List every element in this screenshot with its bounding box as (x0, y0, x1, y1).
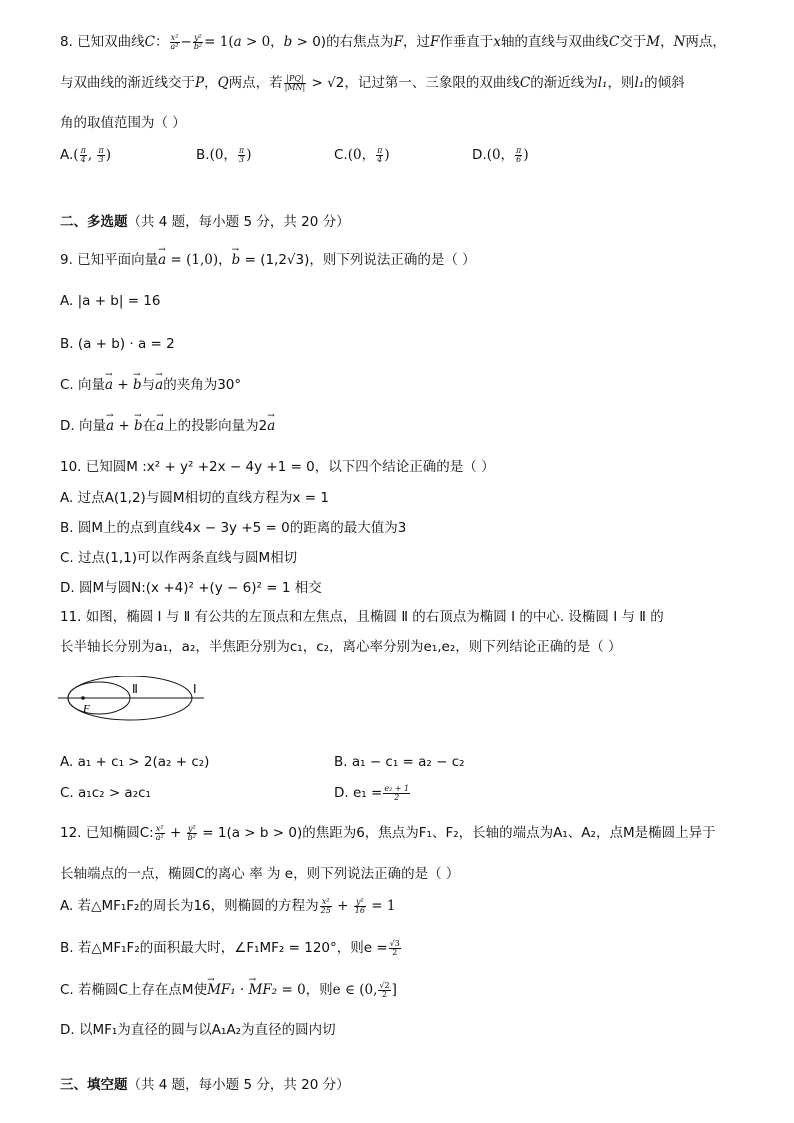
section-heading-multiple-choice: 二、多选题（共 4 题，每小题 5 分，共 20 分） (60, 214, 350, 230)
q11-stem-line1: 11. 如图，椭圆 Ⅰ 与 Ⅱ 有公共的左顶点和左焦点，且椭圆 Ⅱ 的右顶点为椭圆 Ⅰ 的中心. 设椭圆 Ⅰ 与 Ⅱ 的 (60, 609, 664, 625)
ellipse-figure (58, 676, 208, 731)
q11-option-a: A. a₁ + c₁ > 2(a₂ + c₂) (60, 754, 210, 770)
q8-stem-line2: 与双曲线的渐近线交于P，Q两点，若 $\frac{|PQ|}{|MN|}$ > √2，记过第一、三象限的双曲线C的渐近线为l₁，则l₁的倾斜 (60, 73, 685, 92)
q8-option-d: D.(0， $\frac{\pi}{6}$ ) (472, 145, 529, 164)
q11-stem-line2: 长半轴长分别为a₁，a₂，半焦距分别为c₁，c₂，离心率分别为e₁,e₂，则下列结论正确的是（ ） (60, 639, 622, 655)
q9-stem: 9. 已知平面向量→ a = (1,0)，→ b = (1,2√3)，则下列说法正确的是（ ） (60, 250, 476, 270)
q9-option-d: D. 向量→ a + → b在→ a上的投影向量为2→ a (60, 416, 275, 436)
q11-option-d: D. e₁ = $\frac{\text{e₂ + 1}}{2}$ (334, 783, 410, 802)
q8-option-c: C.(0， $\frac{\pi}{4}$ ) (334, 145, 390, 164)
q11-option-b: B. a₁ − c₁ = a₂ − c₂ (334, 754, 465, 770)
q8-option-b: B.(0， $\frac{\pi}{3}$ ) (196, 145, 252, 164)
q9-option-b: B. (a + b) · a = 2 (60, 336, 175, 352)
section-heading-fill-in: 三、填空题（共 4 题，每小题 5 分，共 20 分） (60, 1077, 350, 1093)
q10-option-b: B. 圆M上的点到直线4x − 3y +5 = 0的距离的最大值为3 (60, 520, 407, 536)
q10-option-a: A. 过点A(1,2)与圆M相切的直线方程为x = 1 (60, 490, 329, 506)
q9-option-c: C. 向量→ a + → b与→ a的夹角为30° (60, 375, 241, 395)
q12-option-d: D. 以MF₁为直径的圆与以A₁A₂为直径的圆内切 (60, 1022, 336, 1038)
q12-option-b: B. 若△MF₁F₂的面积最大时，∠F₁MF₂ = 120°，则e = $\frac{√3}{2}$ (60, 938, 400, 957)
q8-stem-line3: 角的取值范围为（ ） (60, 115, 186, 131)
focus-point (81, 696, 85, 700)
q10-option-c: C. 过点(1,1)可以作两条直线与圆M相切 (60, 550, 298, 566)
q12-option-a: A. 若△MF₁F₂的周长为16，则椭圆的方程为 $\frac{\text{x²}}{25}$ + $\frac{\text{y²}}{16}$ = 1 (60, 896, 396, 915)
q10-option-d: D. 圆M与圆N:(x +4)² +(y − 6)² = 1 相交 (60, 580, 322, 596)
q12-stem-line1: 12. 已知椭圆C: $\frac{\text{x²}}{\text{a²}}$ + $\frac{\text{y²}}{\text{b²}}$ = 1(a > b > 0)的焦距为6，焦点为F₁、F₂，长轴的端点为A₁、A₂，点M是椭圆上异于 (60, 823, 716, 842)
label-outer-ellipse: Ⅰ (193, 682, 197, 696)
q10-stem: 10. 已知圆M :x² + y² +2x − 4y +1 = 0，以下四个结论正确的是（ ） (60, 459, 495, 475)
q9-option-a: A. |a + b| = 16 (60, 293, 161, 309)
label-inner-ellipse: Ⅱ (132, 682, 138, 696)
q8-stem-line1: 8. 已知双曲线C： $\frac{\text{x²}}{\text{a²}}$ − $\frac{\text{y²}}{\text{b²}}$ = 1(a > 0，b > 0)的右焦点为F，过F作垂直于x轴的直线与双曲线C交于M，N两点， (60, 32, 726, 51)
q8-option-a: A.( $\frac{\pi}{4}$ , $\frac{\pi}{3}$ ) (60, 145, 111, 164)
q11-option-c: C. a₁c₂ > a₂c₁ (60, 785, 151, 801)
label-focus: F (83, 703, 90, 715)
q12-stem-line2: 长轴端点的一点，椭圆C的离心 率 为 e，则下列说法正确的是（ ） (60, 866, 460, 882)
q12-option-c: C. 若椭圆C上存在点M使→ MF₁ · → MF₂ = 0，则e ∈ (0, $\frac{√2}{2}$ ] (60, 980, 397, 1000)
